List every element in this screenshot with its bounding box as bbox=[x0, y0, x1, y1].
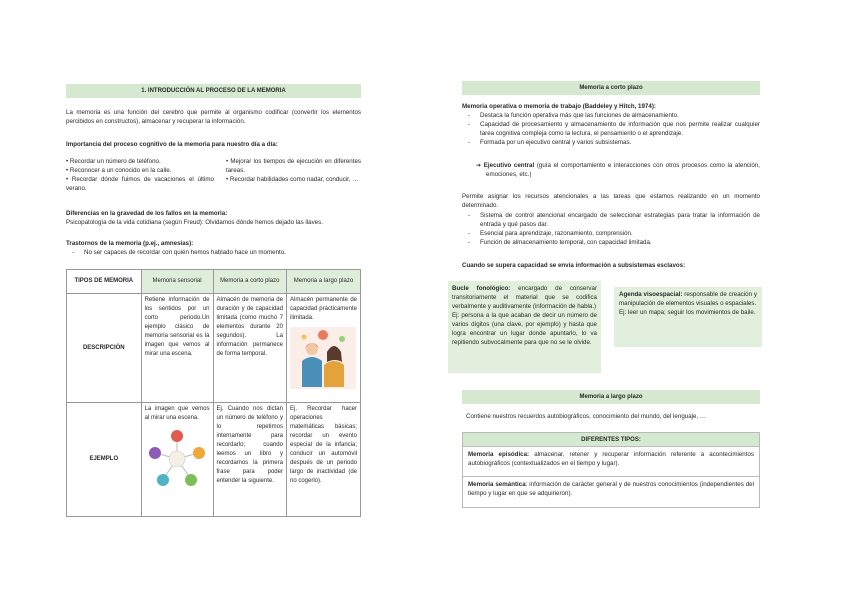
list-item: - Formada por un ejecutivo central y varios subsistemas. bbox=[462, 139, 760, 148]
importance-bullets-right bbox=[226, 158, 361, 185]
visuospatial-sketchpad-box: Agenda visoespacial: responsable de creación y manipulación de elementos visuales o espaciales. Ej: leer un mapa; seguir los movimientos de baile. bbox=[614, 287, 762, 347]
table-cell: La imagen que vemos al mirar una escena. bbox=[141, 403, 213, 517]
bullet-item: • Recordar habilidades como nadar, conducir, … bbox=[226, 175, 359, 183]
phonological-loop-box: Bucle fonológico: encargado de conservar transitoriamente el material que se codifica verbalmente y auditivamente (información de habla.) Ej: persona a la que acaban de decir un número de varios dígitos (una clave, por ejemplo) y hasta que logra encontrar un lugar donde apuntarlo, lo va repitiendo subvocalmente para que no se le olvide. bbox=[448, 281, 601, 373]
long-term-text: Contiene nuestros recuerdos autobiográficos, conocimiento del mundo, del lenguaje, … bbox=[466, 413, 707, 420]
table-cell: Ej. Cuando nos dictan un número de teléfono y lo repetimos internamente para recordarlo; cuando leemos un libro y recordamos la primera frase para poder entender la siguiente. bbox=[213, 403, 286, 517]
diff-text: Psicopatología de la vida cotidiana (según Freud): Olvidamos dónde hemos dejado las llaves. bbox=[66, 219, 323, 226]
table-cell: Almacén permanente de capacidad prácticamente ilimitada. bbox=[286, 294, 360, 403]
bullet-item: • Recordar dónde fuimos de vacaciones el último verano. bbox=[66, 175, 214, 192]
intro-paragraph: La memoria es una función del cerebro que permite al organismo codificar (convertir los elementos percibidos en constructos), almacenar y recuperar la información. bbox=[66, 109, 361, 125]
list-item: - Destaca la función operativa más que las funciones de almacenamiento. bbox=[462, 112, 760, 121]
long-term-title: Memoria a largo plazo bbox=[462, 390, 760, 404]
episodic-memory: Memoria episódica: almacenar, retener y recuperar información referente a acontecimientos autobiográficos (contextualizados en el tiempo y lugar). bbox=[463, 447, 759, 477]
types-box bbox=[462, 432, 760, 508]
assign-resources-list bbox=[462, 212, 760, 248]
women-thinking-illustration bbox=[290, 327, 356, 389]
semantic-memory: Memoria semántica: información de carácter general y de nuestros conocimientos (independientes del tiempo y lugar en que se adquirieron). bbox=[468, 481, 754, 497]
table-header: TIPOS DE MEMORIA bbox=[67, 270, 142, 294]
working-memory-list bbox=[462, 112, 760, 148]
bullet-item: • Recordar un número de teléfono. bbox=[66, 158, 161, 165]
row-label: DESCRIPCIÓN bbox=[67, 294, 142, 403]
table-cell: Ej. Recordar hacer operaciones matemáticas básicas; recordar un evento especial de la infancia; conducir un automóvil después de un periodo largo de inactividad (de no cogerlo). bbox=[286, 403, 360, 517]
bullet-item: • Mejorar los tiempos de ejecución en diferentes tareas. bbox=[226, 158, 361, 174]
assign-resources-text: Permite asignar los recursos atencionales a las tareas que estamos realizando en un momento determinado. bbox=[462, 193, 760, 209]
bullet-item: • Reconocer a un conocido en la calle. bbox=[66, 166, 172, 174]
types-title: DIFERENTES TIPOS: bbox=[463, 433, 759, 447]
working-memory-heading: Memoria operativa o memoria de trabajo (Baddeley y Hitch, 1974): bbox=[462, 103, 656, 110]
row-label: EJEMPLO bbox=[67, 403, 142, 517]
short-term-title: Memoria a corto plazo bbox=[462, 81, 760, 95]
list-item: - No ser capaces de recordar con quién hemos hablado hace un momento. bbox=[66, 249, 361, 258]
senses-diagram-illustration bbox=[146, 427, 208, 491]
central-executive: ➔ Ejecutivo central (guía el comportamiento e interacciones con otros procesos como la atención, emociones, etc.) bbox=[476, 162, 760, 178]
table-header: Memoria a corto plazo bbox=[213, 270, 286, 294]
table-cell: Almacén de memoria de duración y de capacidad limitada (como mucho 7 elementos durante 20 segundos). La información permanece de forma temporal. bbox=[213, 294, 286, 403]
table-cell: Retiene información de los sentidos por un corto periodo.Un ejemplo clásico de memoria sensorial es la imagen que vemos al mirar una escena. bbox=[141, 294, 213, 403]
diff-heading: Diferencias en la gravedad de los fallos en la memoria: bbox=[66, 210, 228, 217]
list-item: - Esencial para aprendizaje, razonamiento, comprensión. bbox=[462, 230, 760, 239]
importance-heading: Importancia del proceso cognitivo de la memoria para nuestro día a día: bbox=[66, 141, 278, 148]
table-header: Memoria a largo plazo bbox=[286, 270, 360, 294]
list-item: - Función de almacenamiento temporal, con capacidad limitada. bbox=[462, 239, 760, 248]
importance-bullets-left bbox=[66, 158, 214, 194]
disorders-list bbox=[66, 249, 361, 258]
table-header: Memoria sensorial bbox=[141, 270, 213, 294]
arrow-right-icon: ➔ bbox=[476, 162, 484, 169]
list-item: - Capacidad de procesamiento y almacenamiento de información que nos permite realizar cualquier tarea cognitiva compleja como la lectura, el pensamiento o el aprendizaje. bbox=[462, 121, 760, 139]
list-item: - Sistema de control atencional encargado de seleccionar estrategias para tratar la información de entrada y qué pasos dar. bbox=[462, 212, 760, 230]
disorders-heading: Trastornos de la memoria (p.ej., amnesias): bbox=[66, 240, 194, 247]
memory-types-table bbox=[66, 269, 361, 517]
slave-systems-heading: Cuando se supera capacidad se envía información a subsistemas esclavos: bbox=[462, 262, 686, 269]
section-title: 1. INTRODUCCIÓN AL PROCESO DE LA MEMORIA bbox=[66, 84, 361, 98]
